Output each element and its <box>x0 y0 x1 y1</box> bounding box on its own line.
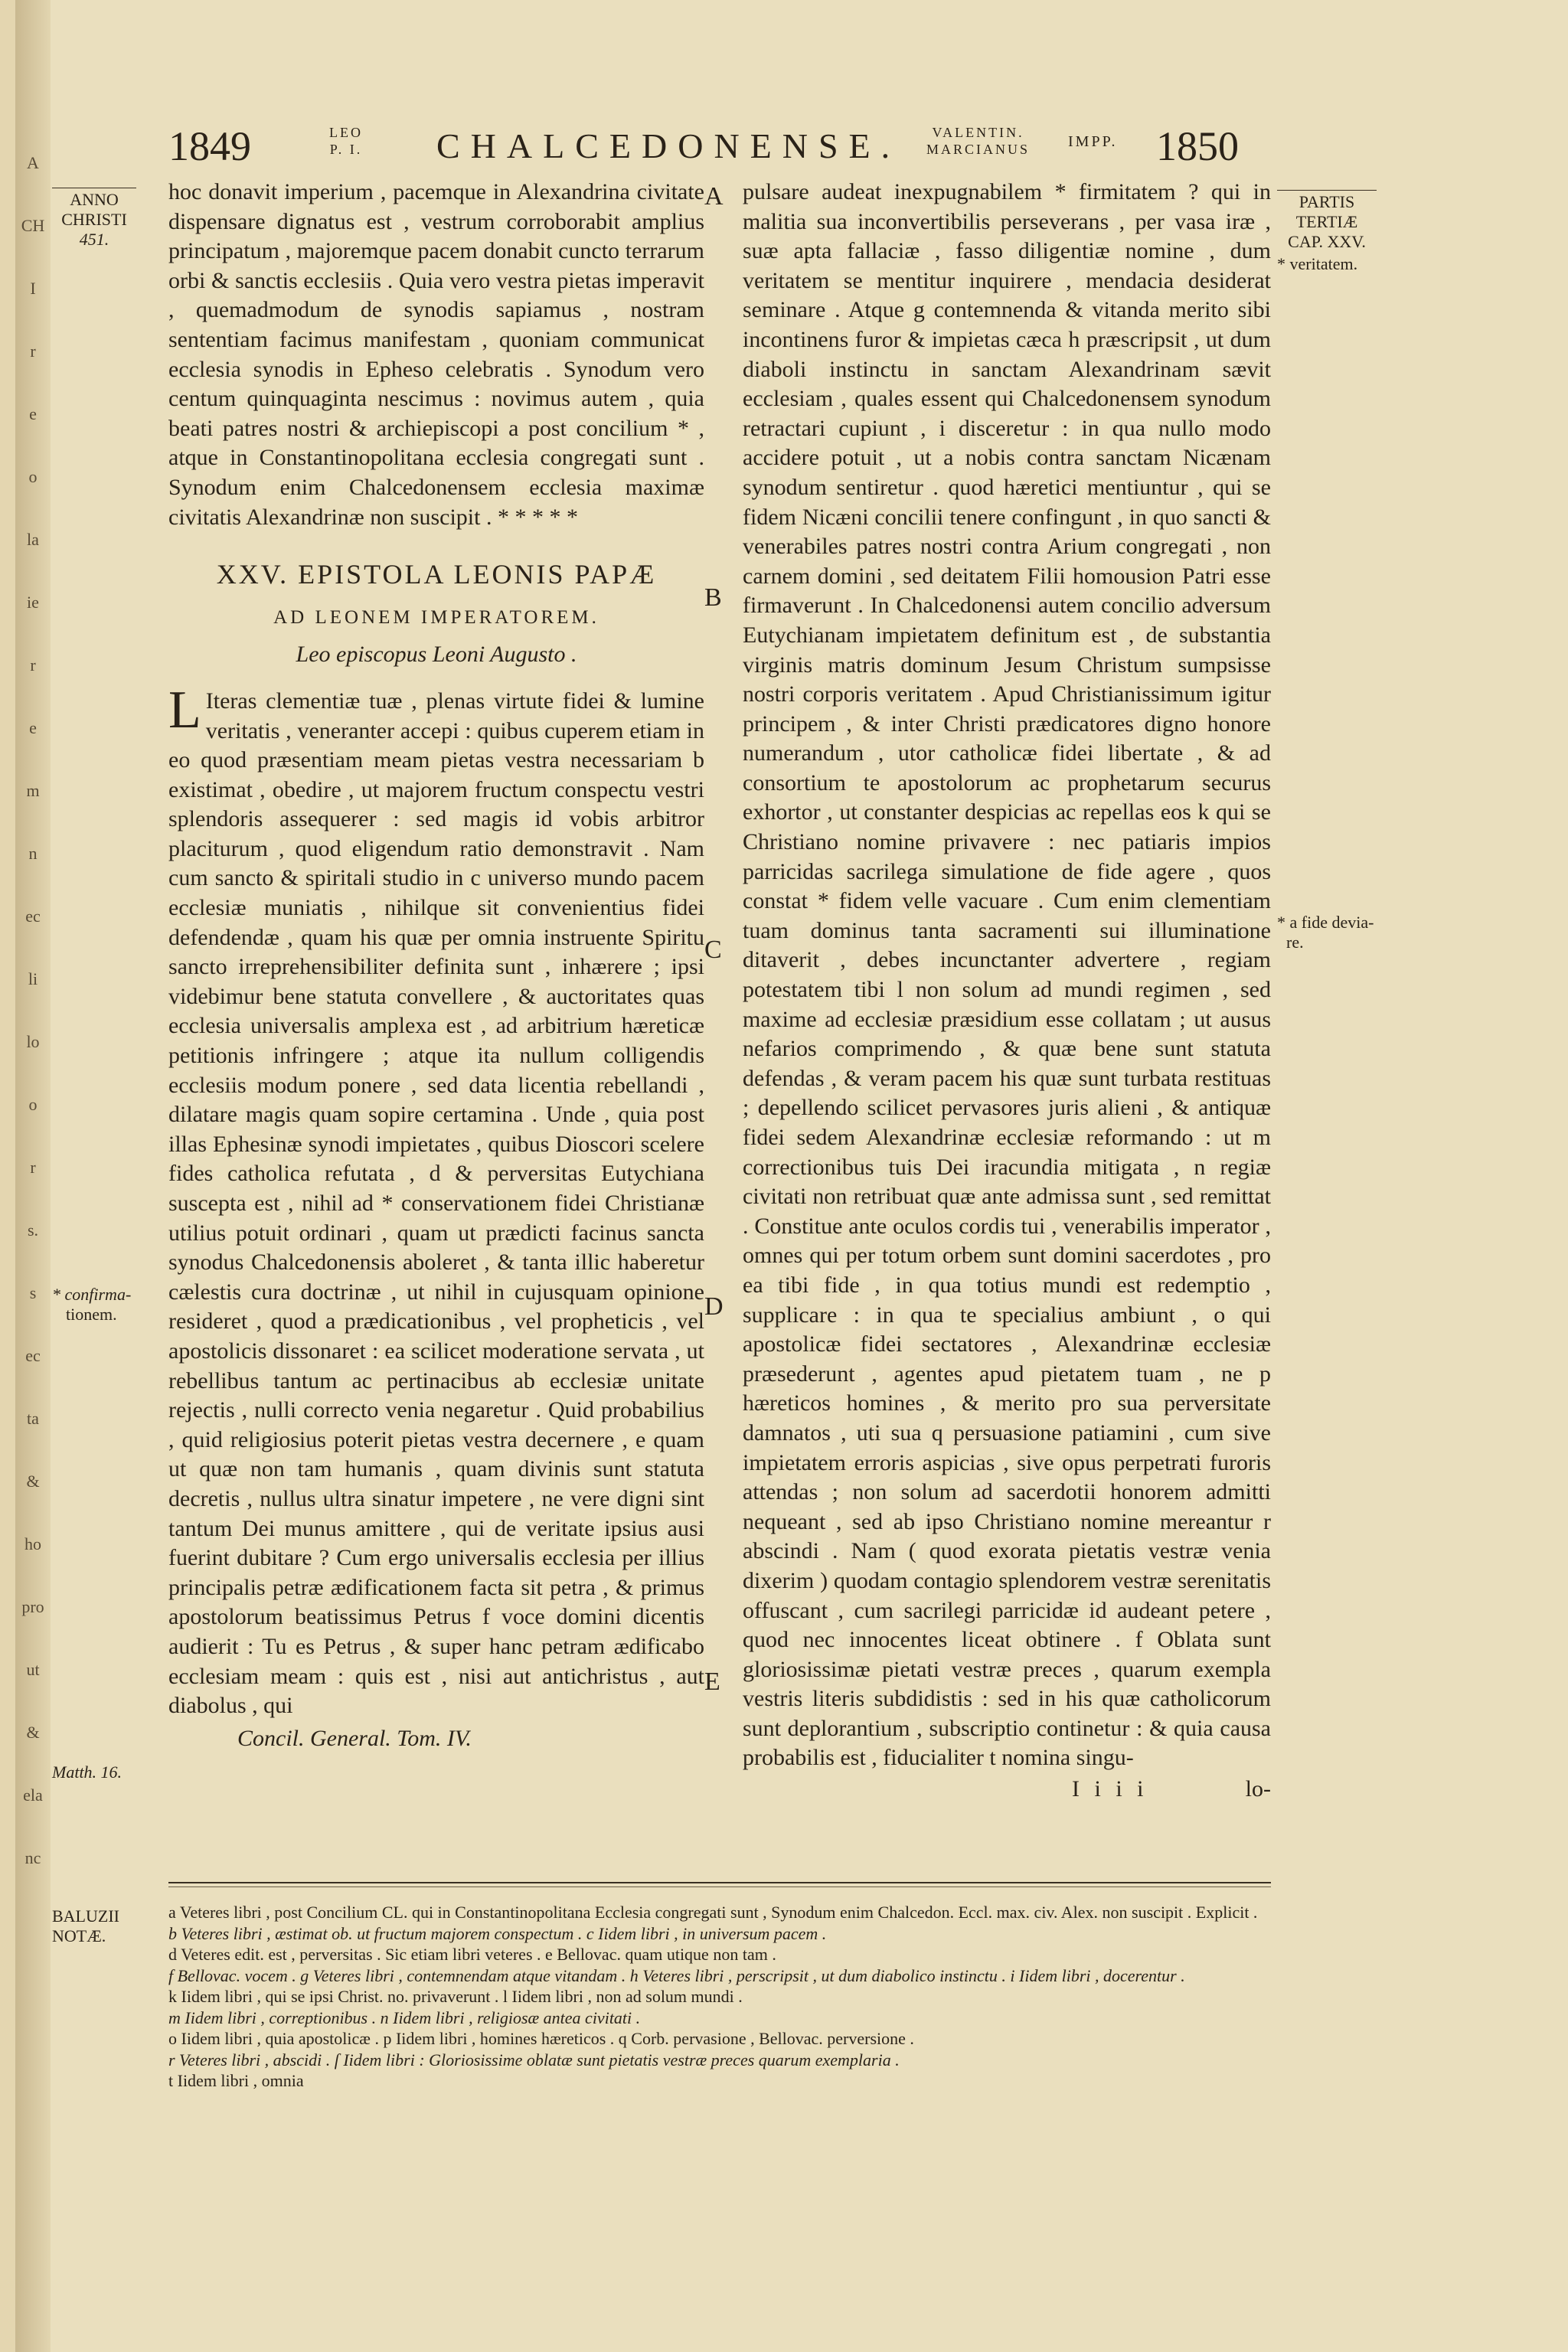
page-number-left: 1849 <box>168 123 251 169</box>
bleed-fragment: li <box>28 969 38 988</box>
bleed-fragment: ut <box>26 1660 40 1679</box>
footnote-line: m Iidem libri , correptionibus . n Iidem libri , religiosæ antea civitati . <box>168 2007 641 2027</box>
epistle-body-continued: pulsare audeat inexpugnabilem * firmitatem ? qui in malitia sua inconvertibilis perseverans , per vasa iræ , suæ apta fallaciæ , fasso diligentiæ nomine , dum veritatem se mentitur inquirere , mendacia desiderat seminare . Atque g contemnenda & vitanda merito sibi incontinens furor & impietas cæca h præscripsit , ut dum diaboli instinctu in sanctam Alexandrinam sævit ecclesiam , quales essent qui Chalcedonensem synodum retractari cupiunt , i disceretur : in qua nullo modo accidere potuit , ut a nobis contra sanctam Nicænam synodum sentiretur . quod hæretici mentiuntur , qui se fidem Nicæni concilii tenere confingunt , in quo sancti & venerabiles patres nostri contra Arium congregati , non carnem domini , sed deitatem Filii homousion Patri esse firmaverunt . In Chalcedonensi autem concilio adversum Eutychianam impietatem definitum est , de substantia virginis matris dominum Jesum Christum sumpsisse nostri corporis veritatem . Apud Christianissimum igitur principem , & inter Christi prædicatores digno honore numerandum , utor catholicæ fidei libertate , & ad consortium te apostolorum ac prophetarum securus exhortor , ut constanter despicias ac repellas eos k qui se Christiano nomine privavere : nec patiaris impios parricidas sacrilega simulatione de fide agere , quos constat * fidem velle vacuare . Cum enim clementiam tuam dominus tanta sacramenti sui illuminatione ditaverit , debes incunctanter advertere , regiam potestatem tibi l non solum ad mundi regimen , sed maxime ad ecclesiæ præsidium esse collatam ; ut ausus nefarios comprimendo , & quæ bene sunt statuta defendas , & veram pacem his quæ sunt turbata restituas ; depellendo scilicet pervasores juris alieni , & antiquæ fidei sedem Alexandrinæ ecclesiæ reformando : ut m correctionibus tuis Dei iracundia mitigata , n regiæ civitati non retribuat quæ ante admissa sunt , sed remittat . Constitue ante oculos cordis tui , venerabilis imperator , omnes qui per totum orbem sunt domini sacerdotes , pro ea tibi fide , in qua totius mundi est redemptio , supplicare : in qua te specialius ambiunt , o qui apostolicæ fidei sectatores , Alexandrinæ ecclesiæ præsederunt , agentes apud pietatem tuam , ne p hæreticos homines , & merito pro sua perversitate damnatos , uti sua q persuasione patiamini , cum sive impietatem erroris aspicias , sive opus perpetrati furoris attendas ; non solum ad sacerdotii honorem admitti nequeant , sed ab ipso Christiano nomine mereantur r abscindi . Nam ( quod exorata pietatis vestræ venia dixerim ) quodam contagio splendorem vestræ serenitatis offuscant , cum sacrilegi parricidæ id audeant petere , quod nec innocentes liceat obtinere . f Oblata sunt gloriosissimæ pietati vestræ preces , quarum exempla vestris literis subdidistis : sed in his quæ catholicorum sunt deplorantium , subscriptio continetur : & quia causa probabilis est , fiducialiter t nomina singu- <box>743 179 1271 1771</box>
catchword: lo- <box>1245 1776 1271 1802</box>
footnote-rule-thin <box>168 1886 1271 1887</box>
margin-note-veritatem: * veritatem. <box>1277 254 1358 273</box>
footnote-line: b Veteres libri , æstimat ob. ut fructum majorem conspectum . c Iidem libri , in universum pacem . <box>168 1923 827 1943</box>
bleed-fragment: ela <box>23 1785 43 1805</box>
header-emperors: VALENTIN. MARCIANUS <box>926 125 1031 157</box>
row-letter-a: A <box>704 182 724 211</box>
bleed-fragment: n <box>28 844 38 863</box>
bleed-fragment: I <box>30 279 36 298</box>
row-letter-c: C <box>704 936 722 964</box>
bleed-fragment: ta <box>27 1409 39 1428</box>
signature-concil-general: Concil. General. Tom. IV. <box>237 1725 472 1751</box>
bleed-fragment: s. <box>27 1220 39 1240</box>
bleed-fragment: s <box>29 1283 37 1302</box>
text-column-left <box>168 178 704 1753</box>
bleed-fragment: ec <box>25 1346 41 1365</box>
margin-anno-christi: ANNO CHRISTI 451. <box>52 188 136 250</box>
footnote-line: k Iidem libri , qui se ipsi Christ. no. privaverunt . l Iidem libri , non ad solum mundi . <box>168 1987 743 2006</box>
footnote-line: f Bellovac. vocem . g Veteres libri , contemnendam atque vitandam . h Veteres libri , perscripsit , ut dum diabolico instinctu . i Iidem libri , docerentur . <box>168 1965 1185 1985</box>
bleed-fragment: nc <box>24 1848 41 1867</box>
epistle-body-start: LIteras clementiæ tuæ , plenas virtute fidei & lumine veritatis , veneranter accepi : quibus cuperem etiam in eo quod præsentiam meam pietas vestra necessariam b existimat , obedire , ut majorem fructum conspectu vestri splendoris assequerer : sed magis id vobis arbitror placiturum , quod eligendum ratio demonstravit . Nam cum sancto & spiritali studio in c universo mundo pacem ecclesiæ muniatis , nihilque sit convenientius fidei defendendæ , quam his quæ per omnia instruente Spiritu sancto irreprehensibiliter definita sunt , inhærere ; ipsi videbimur bene statuta convellere , & auctoritates quas ecclesia universalis amplexa est , ad arbitrium hæreticæ petitionis infringere ; atque ita nullum colligendis ecclesiis modum ponere , sed data licentia rebellandi , dilatare magis quam sopire certamina . Unde , quia post illas Ephesinæ synodi impietates , quibus Dioscori scelere fides catholica refutata , d & perversitas Eutychiana suscepta est , nihil ad * conservationem fidei Christianæ utilius potuit ordinari , quam ut prædicti facinus sancta synodus Chalcedonensis aboleret , & tanta illic haberetur cælestis cura doctrinæ , ut nihil in cujusquam opinione resideret , quod a prædicationibus , vel propheticis , vel apostolicis dissonaret : ea scilicet moderatione servata , ut rebellibus tantum ac pertinacibus ab ecclesiæ unitate rejectis , nulli correcto venia negaretur . Quid probabilius , quid religiosius poterit pietas vestra decernere , e quam ut quæ non tam humanis , quam divinis sunt statuta decretis , nullus ultra sinatur impetere , ne vere digni sint tantum Dei munus amittere , qui de veritate ipsius ausi fuerint dubitare ? Cum ergo universalis ecclesia per illius principalis petræ ædificationem facta sit petra , & primus apostolorum beatissimus Petrus f voce domini dicentis audierit : Tu es Petrus , & super hanc petram ædificabo ecclesiam meam : quis est , nisi aut antichristus , aut diabolus , qui <box>168 680 704 1719</box>
margin-note-matthew: Matth. 16. <box>52 1762 122 1782</box>
bleed-fragment: CH <box>21 216 45 235</box>
footnote-line: r Veteres libri , abscidi . ſ Iidem libri : Gloriosissime oblatæ sunt pietatis vestræ preces quarum exemplaria . <box>168 2050 900 2069</box>
signature-line <box>743 1775 1271 1804</box>
book-page <box>15 0 1568 2352</box>
footnotes-block <box>168 1902 1271 2092</box>
page-number-right: 1850 <box>1156 123 1239 169</box>
epistle-heading: XXV. EPISTOLA LEONIS PAPÆ <box>216 559 657 590</box>
header-title: CHALCEDONENSE. <box>436 126 901 165</box>
epistle-addressee: AD LEONEM IMPERATOREM. <box>273 606 599 628</box>
bleed-fragment: ho <box>24 1534 41 1553</box>
bleed-fragment: pro <box>21 1597 44 1616</box>
bleed-fragment: & <box>26 1723 40 1742</box>
text-column-right <box>743 178 1271 1804</box>
margin-note-a-fide: * a fide devia- re. <box>1277 913 1374 952</box>
footnotes-label: BALUZII NOTÆ. <box>52 1906 119 1945</box>
bleed-fragment: ec <box>25 906 41 926</box>
bleed-fragment: e <box>29 404 37 423</box>
footnote-rule <box>168 1882 1271 1883</box>
margin-partis-tertiae: PARTIS TERTIÆ CAP. XXV. <box>1277 190 1377 252</box>
bleed-fragment: A <box>27 153 39 172</box>
running-header <box>168 122 1271 176</box>
footnote-line: o Iidem libri , quia apostolicæ . p Iidem libri , homines hæreticos . q Corb. pervasione , Bellovac. perversione . <box>168 2029 914 2048</box>
margin-note-confirmationem: * confirma- tionem. <box>52 1285 132 1324</box>
bleed-fragment: r <box>30 341 36 361</box>
bleed-fragment: m <box>26 781 40 800</box>
header-impp: IMPP. <box>1068 133 1118 150</box>
bleed-fragment: o <box>28 467 38 486</box>
row-letter-e: E <box>704 1668 720 1696</box>
row-letter-b: B <box>704 583 722 612</box>
row-letter-d: D <box>704 1292 724 1321</box>
bleed-fragment: e <box>29 718 37 737</box>
footnote-line: d Veteres edit. est , perversitas . Sic etiam libri veteres . e Bellovac. quam utique non tam . <box>168 1945 776 1964</box>
header-leo: LEO P. I. <box>329 125 363 157</box>
bleed-fragment: r <box>30 655 36 675</box>
bleed-fragment: o <box>28 1095 38 1114</box>
printer-signature-mark: I i i i <box>1072 1776 1148 1802</box>
bleed-fragment: & <box>26 1472 40 1491</box>
bleed-fragment: r <box>30 1158 36 1177</box>
epistle-salutation: Leo episcopus Leoni Augusto . <box>296 642 577 668</box>
bleed-fragment: la <box>27 530 39 549</box>
bleed-fragment: ie <box>27 593 39 612</box>
bleed-fragment: lo <box>26 1032 40 1051</box>
footnote-line: a Veteres libri , post Concilium CL. qui in Constantinopolitana Ecclesia congregati sunt , Synodum enim Chalcedon. Eccl. max. civ. Alex. non suscipit . Explicit . <box>168 1903 1258 1922</box>
paragraph-end-previous-letter: hoc donavit imperium , pacemque in Alexandrina civitate dispensare dignatus est , vestrum corroborabit amplius principatum , majoremque pacem donabit cuncto terrarum orbi & sanctis ecclesiis . Quia vero vestra pietas imperavit , quemadmodum de synodis sapiamus , nostram sententiam facimus manifestam , quoniam communicat ecclesia synodis in Epheso celebratis . Synodum vero centum quinquaginta nescimus : novimus autem , quia beati patres nostri & archiepiscopi a post concilium * , atque in Constantinopolitana ecclesia congregati sunt . Synodum enim Chalcedonensem ecclesia maximæ civitatis Alexandrinæ non suscipit . * * * * * <box>168 179 704 530</box>
footnote-line: t Iidem libri , omnia <box>168 2071 304 2090</box>
